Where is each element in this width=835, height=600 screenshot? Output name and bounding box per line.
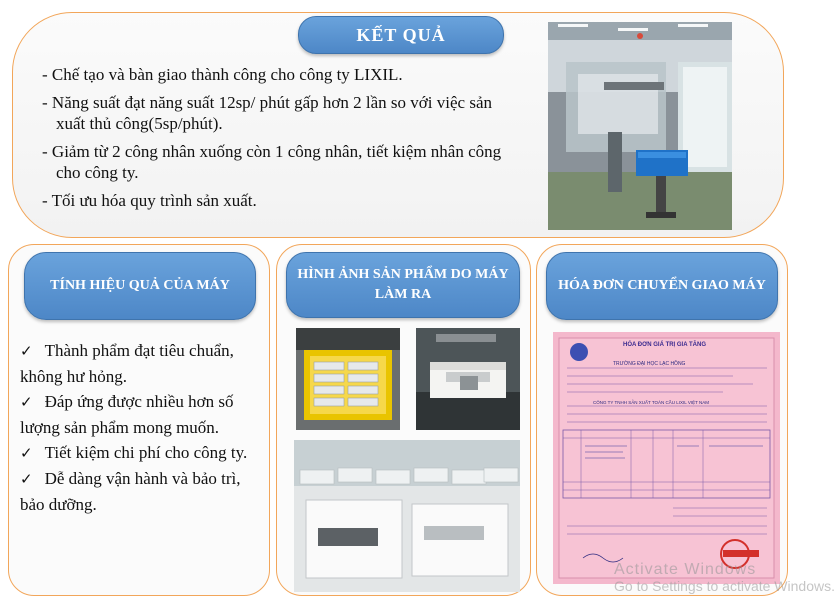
product-photo-tray <box>296 328 400 430</box>
check-icon: ✓ <box>20 342 33 360</box>
check-icon: ✓ <box>20 393 33 411</box>
invoice-photo <box>553 332 780 584</box>
machine-photo <box>548 22 732 230</box>
result-item: - Giảm từ 2 công nhân xuống còn 1 công nhân, tiết kiệm nhân công cho công ty. <box>42 142 502 182</box>
products-title: HÌNH ẢNH SẢN PHẨM DO MÁY LÀM RA <box>286 252 520 318</box>
product-photo-box <box>416 328 520 430</box>
result-item: - Năng suất đạt năng suất 12sp/ phút gấp hơn 2 lần so với việc sản xuất thủ công(5sp/phút). <box>42 93 492 133</box>
efficiency-item <box>14 440 266 466</box>
product-photo-packages <box>294 440 520 592</box>
invoice-seller: TRƯỜNG ĐẠI HỌC LẠC HỒNG <box>613 361 686 367</box>
efficiency-title: TÍNH HIỆU QUẢ CỦA MÁY <box>24 252 256 320</box>
efficiency-item-text: Đáp ứng được nhiều hơn số lượng sản phẩm mong muốn. <box>20 392 234 437</box>
efficiency-item <box>14 338 266 389</box>
efficiency-item-text: Thành phẩm đạt tiêu chuẩn, không hư hỏng. <box>20 341 234 386</box>
efficiency-item <box>14 389 266 440</box>
watermark-line1: Activate Windows <box>614 561 757 578</box>
efficiency-list <box>14 338 266 517</box>
activate-windows-watermark <box>614 561 835 594</box>
result-item: - Tối ưu hóa quy trình sản xuất. <box>42 191 257 210</box>
efficiency-item-text: Dễ dàng vận hành và bảo trì, bảo dưỡng. <box>20 469 241 514</box>
efficiency-item-text: Tiết kiệm chi phí cho công ty. <box>44 443 248 462</box>
efficiency-item <box>14 466 266 517</box>
check-icon: ✓ <box>20 470 33 488</box>
check-icon: ✓ <box>20 444 33 462</box>
result-title: KẾT QUẢ <box>298 16 504 54</box>
invoice-title: HÓA ĐƠN CHUYỂN GIAO MÁY <box>546 252 778 320</box>
result-item: - Chế tạo và bàn giao thành công cho công ty LIXIL. <box>42 65 403 84</box>
result-list <box>42 64 512 225</box>
watermark-line2: Go to Settings to activate Windows. <box>614 578 835 594</box>
invoice-doc-title: HÓA ĐƠN GIÁ TRỊ GIA TĂNG <box>623 342 707 348</box>
invoice-buyer: CÔNG TY TNHH SẢN XUẤT TOÀN CẦU LIXIL VIỆT NAM <box>593 400 710 405</box>
